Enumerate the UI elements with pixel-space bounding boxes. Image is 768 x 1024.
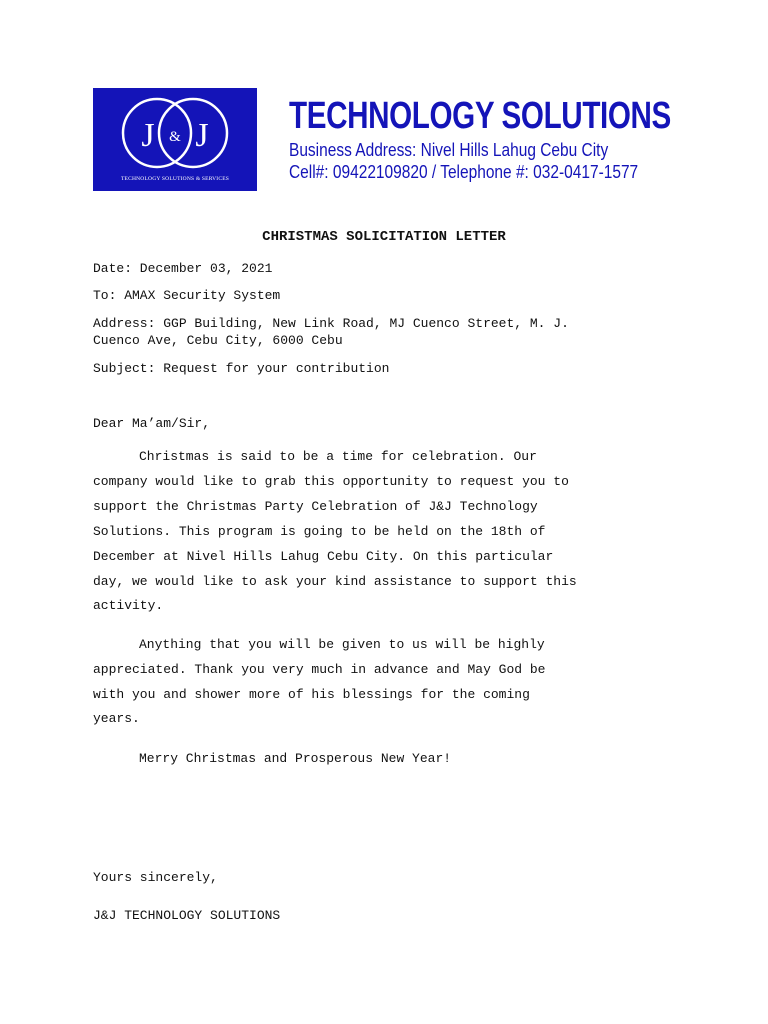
holiday-greeting: Merry Christmas and Prosperous New Year! (139, 751, 452, 766)
logo-ampersand: & (169, 129, 181, 145)
letter-subject: Subject: Request for your contribution (93, 361, 390, 376)
letter-title: CHRISTMAS SOLICITATION LETTER (262, 229, 506, 245)
company-name: TECHNOLOGY SOLUTIONS (289, 95, 671, 137)
logo-letter-left: J (141, 117, 155, 154)
paragraph-2-line: Anything that you will be given to us will be highly (139, 637, 545, 652)
letter-salutation: Dear Ma’am/Sir, (93, 416, 211, 431)
paragraph-2-line: with you and shower more of his blessings for the coming (93, 687, 530, 702)
letter-address-line-1: Address: GGP Building, New Link Road, MJ Cuenco Street, M. J. (93, 316, 569, 331)
paragraph-1-line: company would like to grab this opportunity to request you to (93, 474, 569, 489)
logo-caption: TECHNOLOGY SOLUTIONS & SERVICES (120, 176, 230, 182)
paragraph-1-line: activity. (93, 598, 164, 613)
paragraph-1-line: Christmas is said to be a time for celebration. Our (139, 449, 537, 464)
letter-address-line-2: Cuenco Ave, Cebu City, 6000 Cebu (93, 333, 343, 348)
paragraph-1-line: December at Nivel Hills Lahug Cebu City. On this particular (93, 549, 554, 564)
logo-letter-right: J (195, 117, 209, 154)
business-address: Business Address: Nivel Hills Lahug Cebu City (289, 140, 609, 160)
paragraph-2-line: years. (93, 711, 140, 726)
paragraph-1-line: Solutions. This program is going to be held on the 18th of (93, 524, 546, 539)
paragraph-2-line: appreciated. Thank you very much in advance and May God be (93, 662, 546, 677)
letter-recipient: To: AMAX Security System (93, 288, 281, 303)
paragraph-1-line: day, we would like to ask your kind assistance to support this (93, 574, 577, 589)
company-logo (93, 88, 257, 191)
contact-numbers: Cell#: 09422109820 / Telephone #: 032-0417-1577 (289, 162, 639, 182)
letter-closing: Yours sincerely, (93, 870, 218, 885)
paragraph-1-line: support the Christmas Party Celebration of J&J Technology (93, 499, 538, 514)
letter-signature: J&J TECHNOLOGY SOLUTIONS (93, 908, 281, 923)
letter-date: Date: December 03, 2021 (93, 261, 273, 276)
